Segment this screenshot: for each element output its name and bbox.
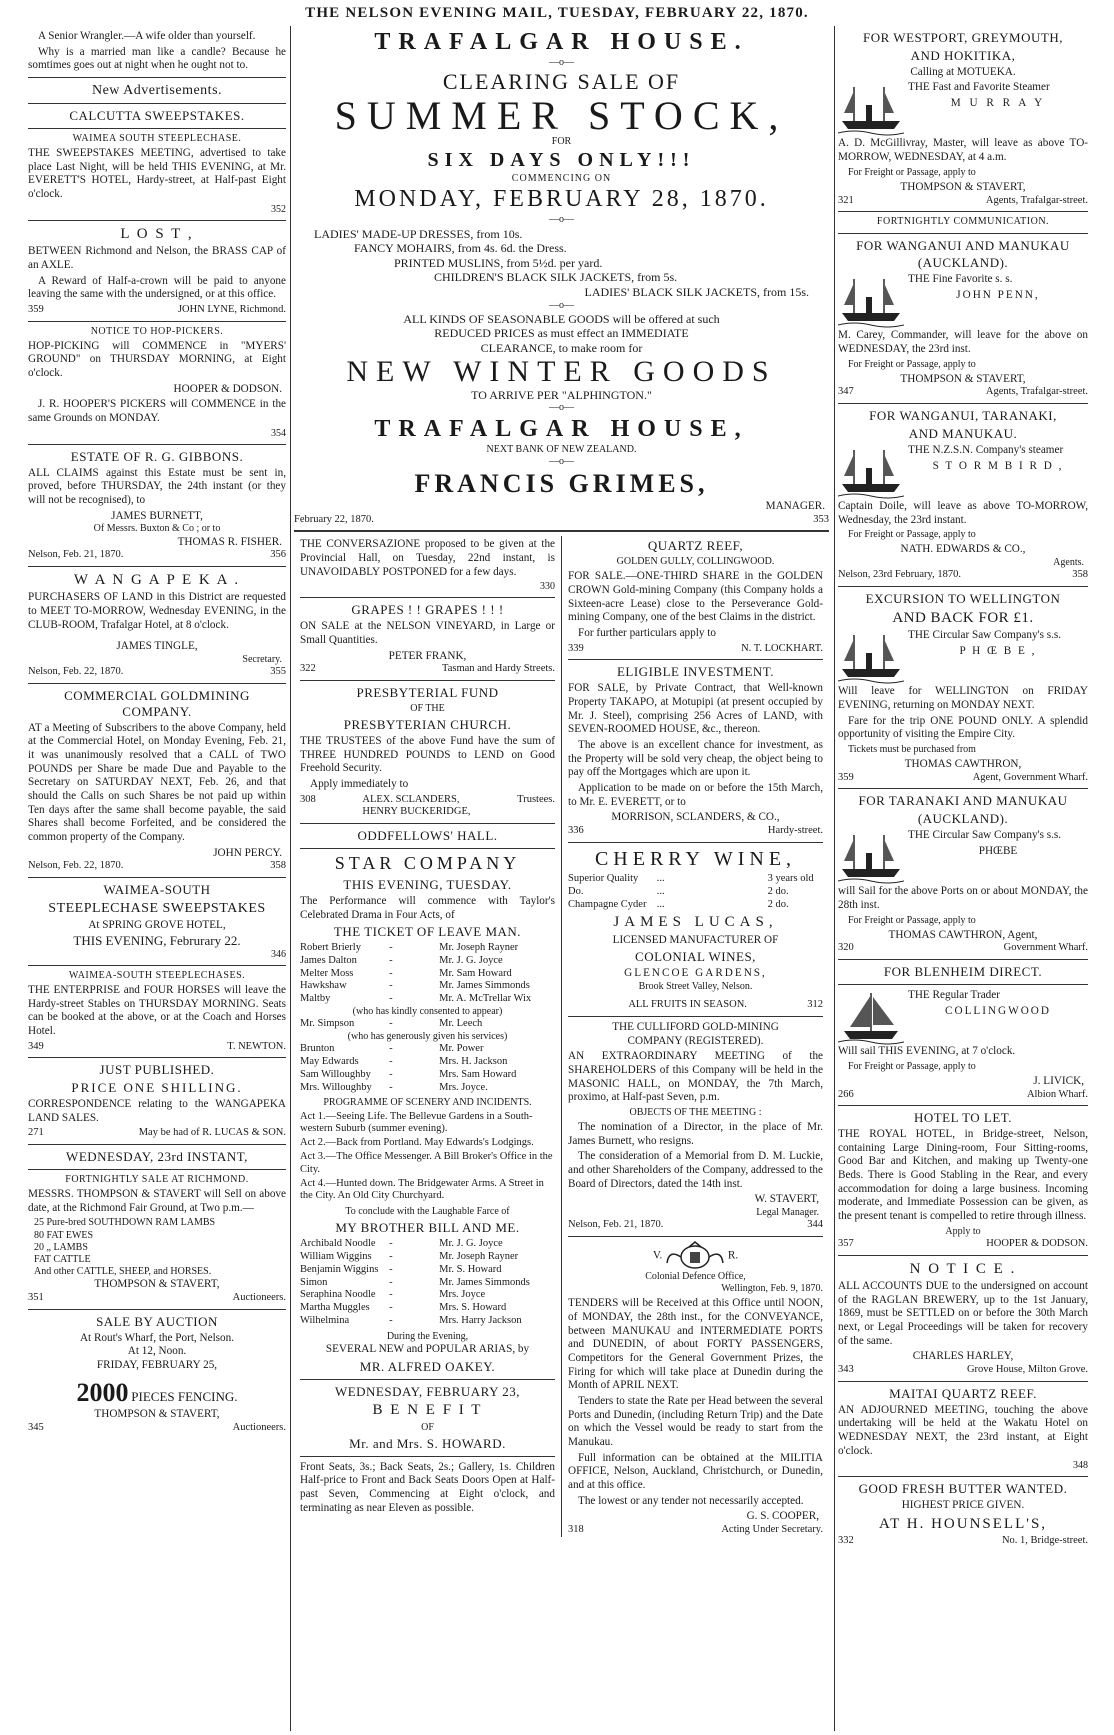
ad-footer: 318 Acting Under Secretary. (568, 1523, 823, 1535)
ad-footer: 349 T. NEWTON. (28, 1040, 286, 1052)
ship-name: JOHN PENN, (956, 288, 1040, 301)
ad-heading: FOR WANGANUI, TARANAKI, (869, 408, 1057, 424)
ad-heading: THE CULLIFORD GOLD-MINING (612, 1020, 779, 1033)
steamship-icon (838, 273, 904, 329)
ad-footer: Nelson, Feb. 21, 1870. 344 (568, 1219, 823, 1231)
ad-text: COMMENCING ON (511, 172, 612, 184)
ad-signature: THOMAS CAWTHRON, Agent, (888, 928, 1038, 941)
headline: FRANCIS GRIMES, (414, 469, 709, 499)
joke-line: A Senior Wrangler.—A wife older than yourself. (38, 30, 256, 42)
steamship-icon (838, 629, 904, 685)
ad-footer: 322 Tasman and Hardy Streets. (300, 663, 555, 675)
ad-heading: FOR TARANAKI AND MANUKAU (858, 793, 1068, 809)
ad-signature: W. STAVERT, (754, 1193, 819, 1206)
ad-text: At SPRING GROVE HOTEL, (88, 918, 226, 931)
ad-footer: Nelson, Feb. 21, 1870. 356 (28, 549, 286, 561)
cast-list: Robert Brierly - Mr. Joseph Rayner James Dalton - Mr. J. G. Joyce Melter Moss - Mr. Sam Howard Hawkshaw - Mr. James Simmonds Maltby - Mr. A. McTrellar Wix (300, 942, 532, 1005)
ad-text: NEXT BANK OF NEW ZEALAND. (486, 443, 637, 455)
ad-text: ALL ACCOUNTS DUE to the undersigned on account of the RAGLAN BREWERY, up to the 1st January, 1869, must be SETTLED on or before the 30th March next, or Legal Proceedings will be taken for recovery of the same. (838, 1280, 1088, 1347)
ship-name: COLLINGWOOD (945, 1004, 1051, 1017)
ad-signature: Secretary. (242, 653, 282, 665)
ad-footer: 339 N. T. LOCKHART. (568, 642, 823, 654)
ad-heading: L O S T , (120, 225, 194, 242)
ad-signature: THOMPSON & STAVERT, (94, 1408, 220, 1421)
ad-text: HOP-PICKING will COMMENCE in "MYERS' GROUND" on THURSDAY MORNING, at Eight o'clock. (28, 339, 286, 380)
divider: —o— (549, 455, 574, 467)
ad-heading: MY BROTHER BILL AND ME. (335, 1220, 520, 1236)
ad-heading: B E N E F I T (372, 1402, 483, 1419)
ad-heading: Mr. and Mrs. S. HOWARD. (349, 1435, 506, 1451)
ad-heading: MR. ALFRED OAKEY. (359, 1358, 496, 1374)
ad-text: ON SALE at the NELSON VINEYARD, in Large or Small Quantities. (300, 620, 555, 646)
ad-heading: W A N G A P E K A . (73, 572, 241, 589)
act-line: Act 4.—Hunted down. The Bridgewater Arms. A Street in the City. An Old City Churchyard. (300, 1177, 544, 1202)
ad-footer: 347 Agents, Trafalgar-street. (838, 386, 1088, 398)
ad-number: 346 (271, 948, 286, 960)
ad-text: (who has generously given his services) (347, 1031, 508, 1043)
ad-signature: JAMES BURNETT, (111, 509, 203, 522)
ad-heading: THIS EVENING, TUESDAY. (343, 877, 512, 893)
ad-number: 330 (540, 581, 555, 593)
ad-signature: NATH. EDWARDS & CO., (900, 543, 1026, 556)
ad-signature: THOMAS R. FISHER. (177, 535, 282, 548)
headline: CLEARING SALE OF (442, 69, 681, 95)
cast-list: Mr. Simpson - Mr. Leech (300, 1018, 483, 1030)
ad-text: FOR SALE, by Private Contract, that Well-known Property TAKAPO, at Motupipi (at present occupied by Mr. J. Steel), comprising 256 Acres of LAND, with SEVEN-ROOMED HOUSE, &c., thereon. (568, 682, 823, 736)
royal-crest-icon (665, 1241, 725, 1271)
ad-heading: FOR WESTPORT, GREYMOUTH, (863, 30, 1063, 45)
divider: —o— (549, 299, 574, 311)
ad-signature: MANAGER. (765, 499, 825, 512)
ad-heading: ELIGIBLE INVESTMENT. (616, 664, 775, 680)
ad-heading: OBJECTS OF THE MEETING : (629, 1106, 762, 1118)
ad-signature: THOMPSON & STAVERT, (900, 180, 1026, 193)
ad-signature: G. S. COOPER, (746, 1510, 819, 1523)
ad-text: THE TRUSTEES of the above Fund have the sum of THREE HUNDRED POUNDS to LEND on Good Freehold Security. (300, 735, 555, 775)
ad-signature: PETER FRANK, (388, 649, 467, 662)
ad-text: Calling at MOTUEKA. (910, 65, 1016, 78)
ad-text: SEVERAL NEW and POPULAR ARIAS, by (325, 1342, 530, 1355)
wine-list: Superior Quality ... 3 years old Do. ... 2 do. Champagne Cyder ... 2 do. (568, 873, 814, 910)
cast-list: Brunton - Mr. Power May Edwards - Mrs. H. Jackson Sam Willoughby - Mrs. Sam Howard Mrs. Willoughby - Mrs. Joyce. (300, 1043, 517, 1093)
ad-signature: Legal Manager. (756, 1206, 819, 1218)
ad-text: At 12, Noon. (127, 1345, 187, 1358)
ad-text: THE ENTERPRISE and FOUR HORSES will leave the Hardy-street Stables on THURSDAY MORNING. Seats can be booked at the above, or at the Coach and Horses Hotel. (28, 983, 286, 1037)
steamship-icon (838, 444, 904, 500)
steamship-icon (838, 829, 904, 885)
ad-heading: EXCURSION TO WELLINGTON (865, 591, 1061, 607)
ad-signature: THOMPSON & STAVERT, (94, 1278, 220, 1291)
ad-text: TENDERS will be Received at this Office until NOON, of MONDAY, the 28th inst., for the CONVEYANCE, between MANUKAU and INTERMEDIATE PORTS and DUNEDIN, of about FORTY PASSENGERS, Competitors for the General Government Prizes, the Firing for which will take place at Dunedin during the Month of APRIL NEXT. (568, 1297, 823, 1392)
ad-signature: THOMAS CAWTHRON, (904, 758, 1022, 771)
ad-text: J. R. HOOPER'S PICKERS will COMMENCE in the same Grounds on MONDAY. (28, 398, 286, 425)
divider: —o— (549, 402, 574, 414)
ad-text: For Freight or Passage, apply to (848, 358, 976, 370)
ad-heading: SALE BY AUCTION (96, 1313, 218, 1329)
ad-headline: 2000 PIECES FENCING. (76, 1377, 238, 1407)
ad-signature: CHARLES HARLEY, (912, 1350, 1014, 1363)
ad-footer: 336 Hardy-street. (568, 824, 823, 836)
ship-ad (838, 629, 1088, 712)
ad-text: BETWEEN Richmond and Nelson, the BRASS CAP of an AXLE. (28, 245, 286, 271)
ad-text: ALL CLAIMS against this Estate must be sent in, proved, before THURSDAY, the 24th instant (or they will not be recognised), to (28, 466, 286, 507)
ad-heading: FOR WANGANUI AND MANUKAU (856, 237, 1070, 253)
column-rule (834, 26, 835, 1731)
ad-text: For Freight or Passage, apply to (848, 1060, 976, 1072)
ad-text: The nomination of a Director, in the place of Mr. James Burnett, who resigns. (568, 1121, 823, 1147)
ad-text: Wellington, Feb. 9, 1870. (721, 1283, 823, 1295)
joke-line: Why is a married man like a candle? Because he somtimes goes out at night when he ought not to. (28, 45, 286, 72)
ad-text: REDUCED PRICES as must effect an IMMEDIATE (434, 326, 689, 341)
ad-heading: WAIMEA-SOUTH (103, 882, 211, 898)
ad-footer: 266 Albion Wharf. (838, 1088, 1088, 1100)
ad-text: THE SWEEPSTAKES MEETING, advertised to take place Last Night, will be held THIS EVENING, at Mr. EVERETT'S HOTEL, Hardy-street, at Half-past Eight o'clock. (28, 147, 286, 201)
divider: —o— (549, 57, 574, 69)
ad-heading: CALCUTTA SWEEPSTAKES. (69, 108, 245, 124)
headline: MONDAY, FEBRUARY 28, 1870. (354, 186, 769, 213)
headline: TRAFALGAR HOUSE. (374, 29, 749, 55)
ad-text: HIGHEST PRICE GIVEN. (901, 1499, 1025, 1512)
ad-heading: COMMERCIAL GOLDMINING COMPANY. (64, 687, 250, 719)
ad-text: For Freight or Passage, apply to (848, 529, 976, 541)
ad-text: The consideration of a Memorial from D. M. Luckie, and other Shareholders of the Company, addressed to the Board of Directors, dated the 14th inst. (568, 1150, 823, 1190)
ad-footer: 351 Auctioneers. (28, 1292, 286, 1304)
ad-text: FOR SALE.—ONE-THIRD SHARE in the GOLDEN CROWN Gold-mining Company (this Company holds a Sixteen-acre Lease) close to the Perseverance Gold-mining Company, one of the best Claims in the district. (568, 570, 823, 624)
ad-heading: JUST PUBLISHED. (99, 1062, 215, 1078)
ad-footer: Nelson, Feb. 22, 1870. 355 (28, 666, 286, 678)
cast-list: Archibald Noodle - Mr. J. G. Joyce William Wiggins - Mr. Joseph Rayner Benjamin Wiggins - Mr. S. Howard Simon - Mr. James Simmonds Seraphina Noodle - Mrs. Joyce Martha Muggles - Mrs. S. Howard Wilhelmina - Mrs. Harry Jackson (300, 1238, 530, 1326)
ad-text: THE ROYAL HOTEL, in Bridge-street, Nelson, containing Large Dining-room, Four Sitting-rooms, Good Bar and Kitchen, and making up Twenty-one Beds. There is Good Stabling in the Rear, and every accommodation for doing a large business. Incoming moderate, and Immediate Possession can be given, as the present tenant is compelled to retire through illness. (838, 1128, 1088, 1223)
ad-heading: QUARTZ REEF, (647, 538, 744, 554)
ad-text: GLENCOE GARDENS, (624, 967, 767, 980)
ad-text: THIS EVENING, Februrary 22. (73, 932, 241, 948)
ad-text: ALL KINDS OF SEASONABLE GOODS will be offered at such (403, 311, 720, 326)
ad-number: 354 (271, 427, 286, 439)
ad-text: A. D. McGillivray, Master, will leave as above TO-MORROW, WEDNESDAY, at 4 a.m. (838, 137, 1088, 164)
ad-heading: HOTEL TO LET. (913, 1110, 1013, 1126)
ad-text: FOR (551, 136, 572, 148)
section-title: New Advertisements. (91, 82, 223, 98)
ad-text: The above is an excellent chance for investment, as the Property will be sold very cheap, the object being to pay off the Mortgages which are upon it. (568, 738, 823, 779)
ad-text: Full information can be obtained at the MILITIA OFFICE, Nelson, Auckland, Christchurch, or Dunedin, and at this office. (568, 1451, 823, 1491)
sub-column-left (294, 536, 561, 1536)
ad-heading: WAIMEA-SOUTH STEEPLECHASES. (68, 969, 246, 981)
ad-heading: PROGRAMME OF SCENERY AND INCIDENTS. (323, 1097, 532, 1109)
ad-number: 352 (271, 203, 286, 215)
headline: NEW WINTER GOODS (346, 354, 777, 388)
ad-text: For Freight or Passage, apply to (848, 914, 976, 926)
ship-name: PHŒBE (978, 844, 1018, 857)
ad-text: THE CONVERSAZIONE proposed to be given at the Provincial Hall, on Tuesday, 22nd instant, is UNAVOIDABLY POSTPONED for a few days. (300, 538, 555, 578)
ship-ad (838, 81, 1088, 164)
sub-column-right (561, 536, 829, 1536)
ad-heading: NOTICE TO HOP-PICKERS. (90, 325, 224, 337)
ad-text: will Sail for the above Ports on or about MONDAY, the 28th inst. (838, 885, 1088, 911)
ad-text: Will leave for WELLINGTON on FRIDAY EVENING, returning on MONDAY NEXT. (838, 685, 1088, 711)
ad-text: Apply to (945, 1225, 981, 1237)
ad-heading: N O T I C E . (909, 1260, 1017, 1277)
ad-signature: JOHN PERCY. (213, 846, 282, 859)
ad-footer: ALL FRUITS IN SEASON. 312 (628, 999, 823, 1011)
ad-text: THE Circular Saw Company's s.s. (908, 629, 1062, 642)
ship-name: P H Œ B E , (959, 644, 1037, 657)
ship-ad (838, 989, 1088, 1059)
column-right (838, 28, 1088, 1731)
ad-footer: Nelson, 23rd February, 1870. 358 (838, 569, 1088, 581)
column-center (294, 28, 829, 1731)
ad-text: During the Evening, (386, 1330, 469, 1342)
ad-footer: 357 HOOPER & DODSON. (838, 1237, 1088, 1249)
ad-heading: GRAPES ! ! GRAPES ! ! ! (351, 602, 504, 618)
ad-heading: GOLDEN GULLY, COLLINGWOOD. (616, 556, 775, 568)
ad-heading: AT H. HOUNSELL'S, (878, 1515, 1048, 1532)
ad-text: Tenders to state the Rate per Head between the several Ports and Dunedin, (including Return Trip) and the Date on which the Vessel would be ready to start from the Manukau. (568, 1394, 823, 1448)
ad-heading: OF THE (410, 702, 445, 714)
ad-text: Fare for the trip ONE POUND ONLY. A splendid opportunity of visiting the Empire City. (838, 714, 1088, 741)
act-line: Act 2.—Back from Portland. May Edwards's Lodgings. (300, 1137, 534, 1149)
ad-heading: WAIMEA SOUTH STEEPLECHASE. (72, 132, 242, 144)
ad-heading: COMPANY (REGISTERED). (627, 1034, 764, 1047)
ad-text: Brook Street Valley, Nelson. (638, 980, 753, 992)
ad-number: 348 (1073, 1460, 1088, 1472)
act-line: Act 3.—The Office Messenger. A Bill Broker's Office in the City. (300, 1150, 553, 1175)
ad-text: Application to be made on or before the 15th March, to Mr. E. EVERETT, or to (568, 781, 823, 808)
ad-text: MESSRS. THOMPSON & STAVERT will Sell on above date, at the Richmond Fair Ground, at Two p.m.— (28, 1188, 286, 1214)
ad-text: CLEARANCE, to make room for (480, 341, 643, 356)
ad-text: TO ARRIVE PER "ALPHINGTON." (471, 387, 652, 402)
ad-text: PURCHASERS OF LAND in this District are requested to MEET TO-MORROW, Wednesday EVENING, in the CLUB-ROOM, Trafalgar Hotel, at 8 o'clock. (28, 591, 286, 631)
ship-ad (838, 273, 1088, 356)
ship-name: M U R R A Y (950, 97, 1046, 110)
ad-heading: STEEPLECHASE SWEEPSTAKES (48, 900, 266, 916)
ad-text: The Performance will commence with Taylor's Celebrated Drama in Four Acts, of (300, 894, 555, 921)
ad-footer: 321 Agents, Trafalgar-street. (838, 194, 1088, 206)
ad-text: CORRESPONDENCE relating to the WANGAPEKA LAND SALES. (28, 1098, 286, 1124)
ad-heading: THE TICKET OF LEAVE MAN. (333, 924, 522, 940)
ad-footer: 308 ALEX. SCLANDERS, HENRY BUCKERIDGE, Trustees. (300, 793, 555, 818)
ad-heading: AND HOKITIKA, (910, 47, 1016, 63)
ad-heading: JAMES LUCAS, (613, 914, 778, 931)
ad-text: Captain Doile, will leave as above TO-MORROW, Wednesday, the 23rd instant. (838, 499, 1088, 526)
ad-signature: HOOPER & DODSON. (173, 382, 282, 395)
ad-heading: AND MANUKAU. (908, 426, 1018, 442)
ad-heading: STAR COMPANY (334, 853, 521, 874)
ad-signature: MORRISON, SCLANDERS, & CO., (611, 811, 780, 824)
ad-footer: 359 Agent, Government Wharf. (838, 771, 1088, 783)
ad-text: AN ADJOURNED MEETING, touching the above undertaking will be held at the Wakatu Hotel on WEDNESDAY NEXT, the 23rd instant, at Eight o'clock. (838, 1403, 1088, 1457)
ad-text: Will sail THIS EVENING, at 7 o'clock. (838, 1045, 1016, 1057)
masthead: THE NELSON EVENING MAIL, TUESDAY, FEBRUARY 22, 1870. (305, 5, 809, 21)
ad-text: THE Fast and Favorite Steamer (908, 81, 1050, 94)
ad-signature: Agents. (1053, 557, 1084, 569)
ad-text: For further particulars apply to (578, 626, 716, 639)
price-list: LADIES' MADE-UP DRESSES, from 10s. FANCY MOHAIRS, from 4s. 6d. the Dress. PRINTED MUSLINS, from 5½d. per yard. CHILDREN'S BLACK SILK JACKETS, from 5s. LADIES' BLACK SILK JACKETS, from 15s. (314, 226, 809, 299)
ad-heading: MAITAI QUARTZ REEF. (889, 1385, 1037, 1401)
ad-heading: ODDFELLOWS' HALL. (357, 828, 498, 844)
ad-footer: 320 Government Wharf. (838, 942, 1088, 954)
ad-heading: COLONIAL WINES, (635, 949, 756, 965)
ad-text: THE Circular Saw Company's s.s. (908, 829, 1062, 842)
ad-heading: CHERRY WINE, (594, 847, 797, 870)
ad-footer: 345 Auctioneers. (28, 1422, 286, 1434)
headline: TRAFALGAR HOUSE, (374, 415, 749, 442)
ad-heading: AND BACK FOR £1. (892, 609, 1034, 626)
ad-text: THE Fine Favorite s. s. (908, 273, 1013, 286)
sailing-ship-icon (838, 989, 904, 1045)
ad-text: (who has kindly consented to appear) (352, 1006, 503, 1018)
ad-signature: J. LIVICK, (1033, 1074, 1084, 1087)
ad-signature: Of Messrs. Buxton & Co ; or to (93, 523, 221, 535)
ad-text: AT a Meeting of Subscribers to the above Company, held at the Commercial Hotel, on Monday Evening, Feb. 21, it was unanimously resolved that a CALL of TWO POUNDS per Share be made Due and Payable to the Secretary on SATURDAY NEXT, Feb. 26, and that should the Calls on such Shares be not paid up within Ten days after the same shall become payable, the said Shares shall become Forfeited, and be considered the common property of the Company. (28, 721, 286, 843)
headline: SUMMER STOCK, (334, 93, 789, 139)
ad-footer: Nelson, Feb. 22, 1870. 358 (28, 860, 286, 872)
headline: SIX DAYS ONLY!!! (427, 149, 696, 172)
ad-text: FRIDAY, FEBRUARY 25, (96, 1359, 218, 1372)
ad-heading: GOOD FRESH BUTTER WANTED. (858, 1481, 1068, 1497)
ad-heading: (AUCKLAND). (917, 255, 1009, 271)
ad-heading: PRESBYTERIAL FUND (356, 685, 499, 701)
ad-footer: 359 JOHN LYNE, Richmond. (28, 303, 286, 315)
ad-list: 25 Pure-bred SOUTHDOWN RAM LAMBS 80 FAT EWES 20 „ LAMBS FAT CATTLE And other CATTLE, SHEEP, and HORSES. (34, 1217, 216, 1278)
ad-text: AN EXTRAORDINARY MEETING of the SHAREHOLDERS of this Company will be held in the MASONIC HALL, on MONDAY, the 7th March, proximo, at Half-past Seven, p.m. (568, 1050, 823, 1104)
act-line: Act 1.—Seeing Life. The Bellevue Gardens in a South-western Suburb (summer evening). (300, 1110, 533, 1135)
ad-text: THE N.Z.S.N. Company's steamer (908, 443, 1064, 456)
ad-heading: PRESBYTERIAN CHURCH. (343, 717, 512, 733)
ad-signature: JAMES TINGLE, (116, 640, 198, 653)
ship-ad (838, 829, 1088, 912)
ad-text: M. Carey, Commander, will leave for the above on WEDNESDAY, the 23rd inst. (838, 329, 1088, 355)
ad-footer: 332 No. 1, Bridge-street. (838, 1535, 1088, 1547)
ad-text: Tickets must be purchased from (848, 743, 976, 755)
ad-text: At Rout's Wharf, the Port, Nelson. (79, 1331, 235, 1344)
column-rule (290, 26, 291, 1731)
ad-text: For Freight or Passage, apply to (848, 166, 976, 178)
ad-text: OF (421, 1421, 434, 1433)
ad-text: Apply immediately to (310, 777, 409, 790)
ship-ad (838, 444, 1088, 527)
ad-text: A Reward of Half-a-crown will be paid to anyone leaving the same with the undersigned, or at this office. (28, 274, 286, 301)
ad-text: Front Seats, 3s.; Back Seats, 2s.; Gallery, 1s. Children Half-price to Front and Back Seats Doors Open at Half-past Seven, Commencing at Eight o'clock, and terminating as near Eleven as possible. (300, 1460, 555, 1514)
column-left (28, 28, 286, 1731)
ad-heading: FOR BLENHEIM DIRECT. (883, 964, 1043, 980)
ad-heading: FORTNIGHTLY COMMUNICATION. (876, 216, 1050, 228)
ad-text: THE Regular Trader (908, 989, 1000, 1001)
ad-heading: PRICE ONE SHILLING. (71, 1080, 243, 1096)
ad-footer: 271 May be had of R. LUCAS & SON. (28, 1127, 286, 1139)
ad-text: The lowest or any tender not necessarily accepted. (578, 1494, 804, 1507)
ad-text: Colonial Defence Office, (645, 1270, 746, 1282)
ad-heading: FORTNIGHTLY SALE AT RICHMOND. (65, 1173, 249, 1185)
ad-footer: 343 Grove House, Milton Grove. (838, 1363, 1088, 1375)
ad-heading: WEDNESDAY, FEBRUARY 23, (334, 1383, 521, 1399)
ad-footer: February 22, 1870. 353 (294, 513, 829, 525)
ad-heading: WEDNESDAY, 23rd INSTANT, (66, 1149, 248, 1165)
ad-text: To conclude with the Laughable Farce of (345, 1206, 510, 1218)
ad-signature: THOMPSON & STAVERT, (900, 372, 1026, 385)
ad-text: LICENSED MANUFACTURER OF (612, 933, 779, 946)
ad-heading: (AUCKLAND). (917, 811, 1009, 827)
divider: —o— (549, 214, 574, 226)
royal-crest-row: V. R. (568, 1241, 823, 1271)
ship-name: S T O R M B I R D , (932, 459, 1064, 472)
sub-columns (294, 536, 829, 1536)
steamship-icon (838, 81, 904, 137)
ad-heading: ESTATE OF R. G. GIBBONS. (70, 448, 244, 464)
